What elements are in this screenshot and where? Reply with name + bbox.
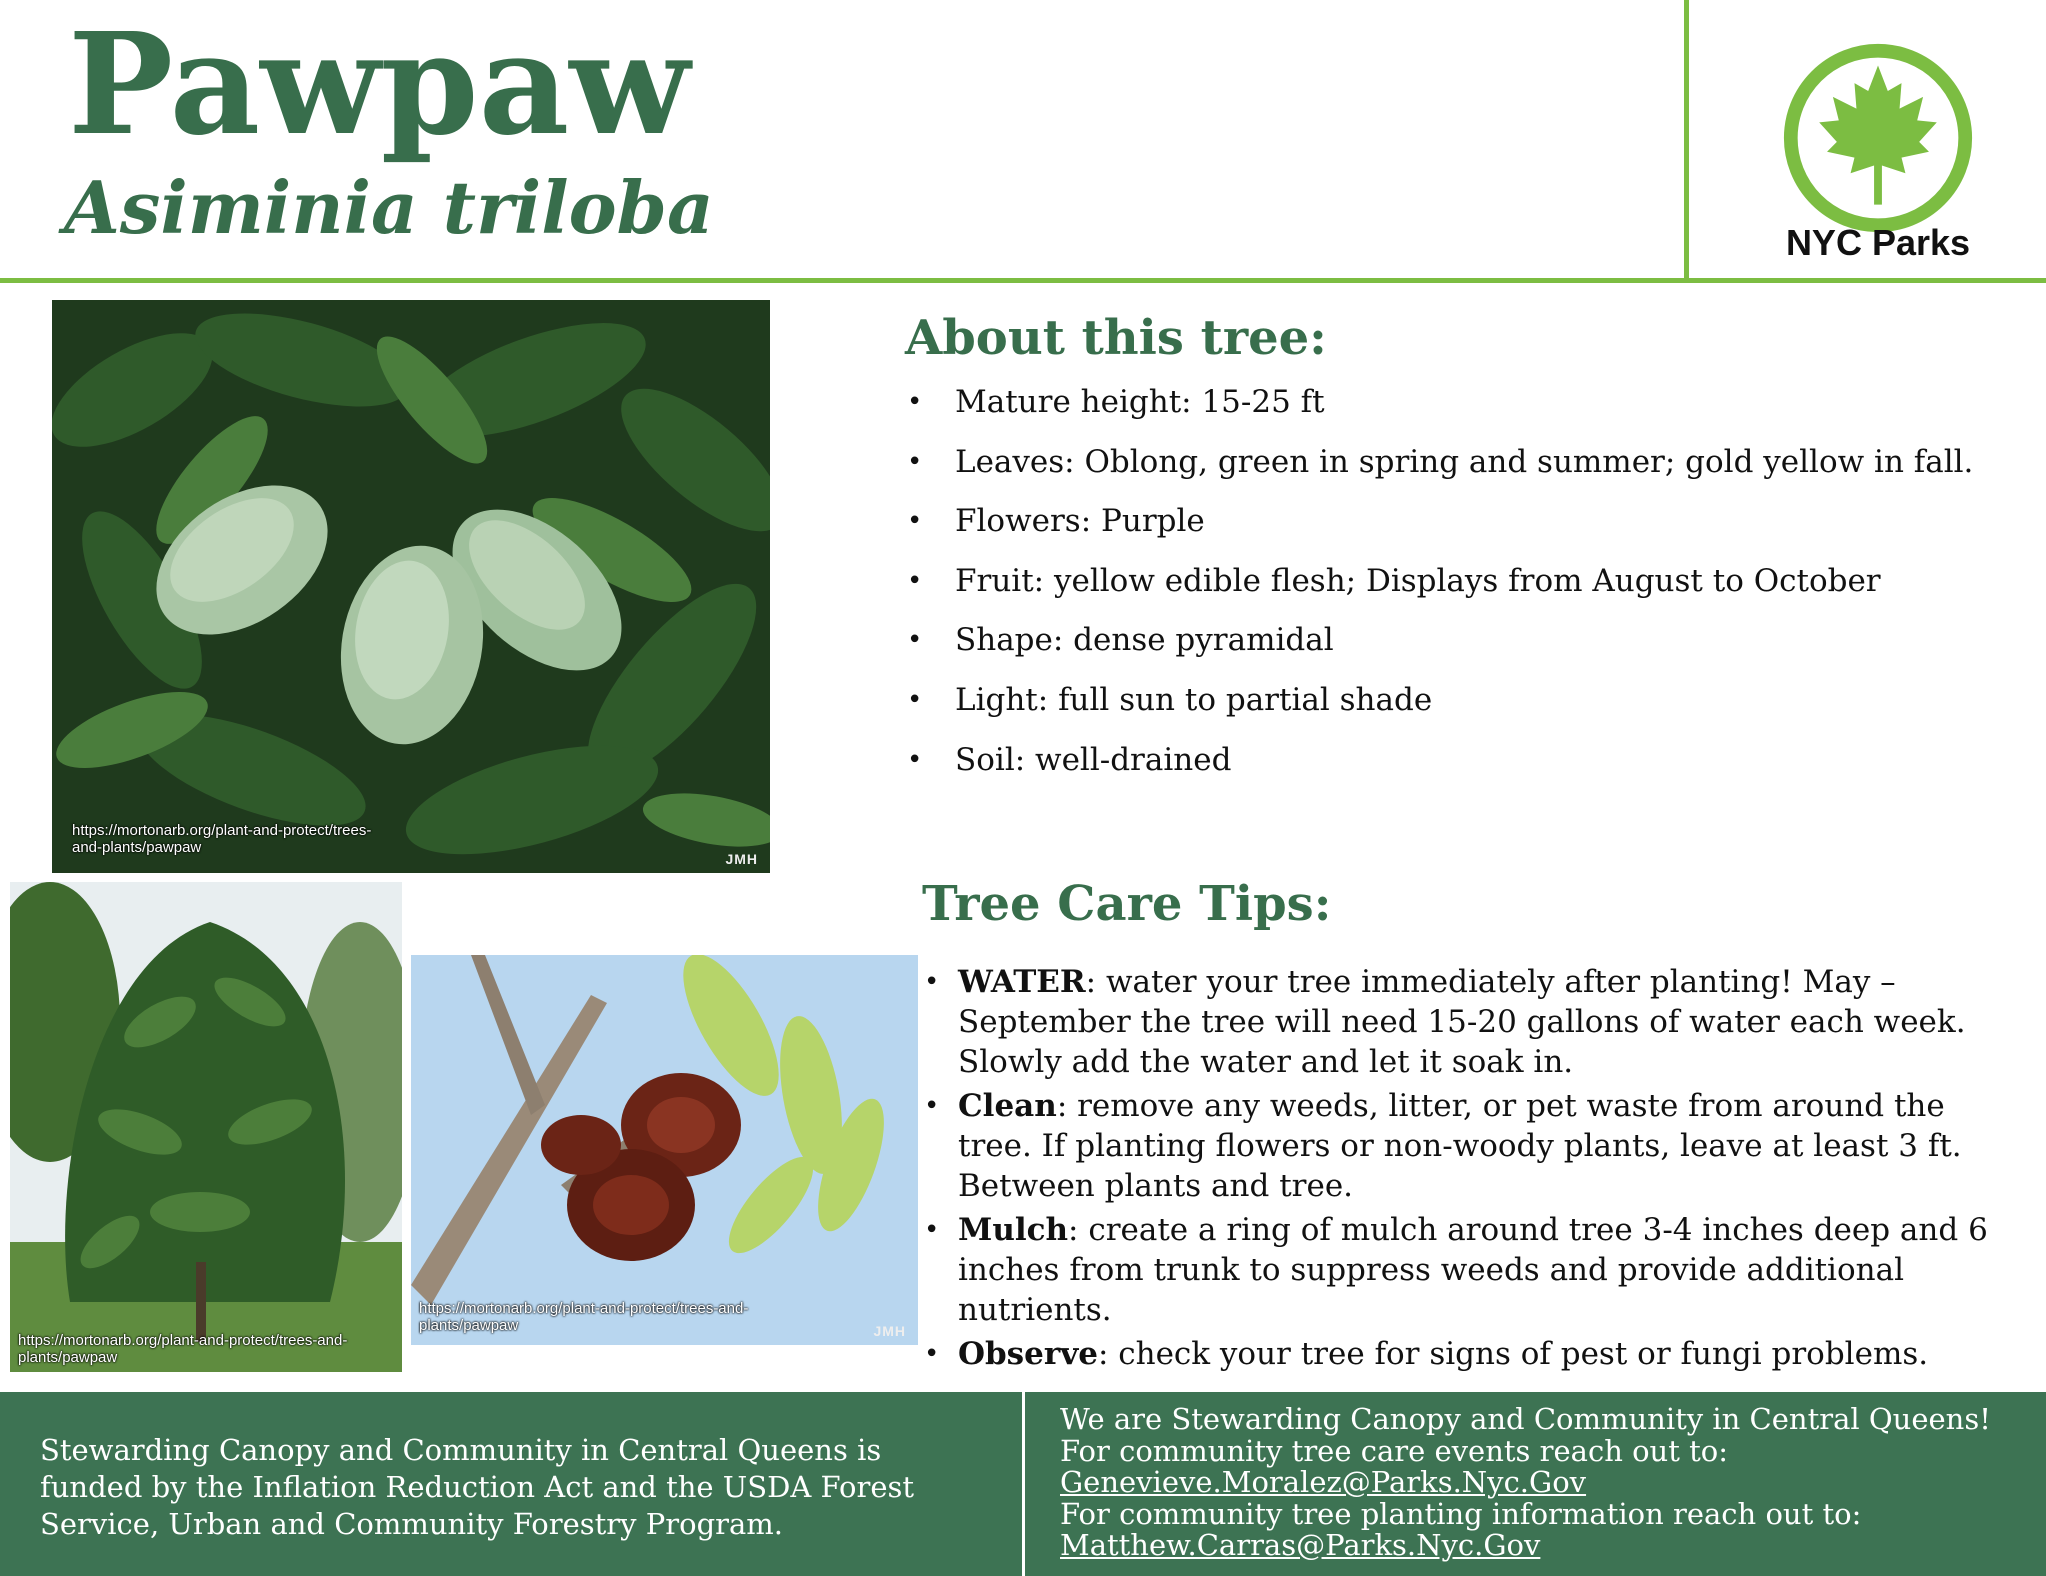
header-divider	[1684, 0, 1689, 283]
care-tip-text: : remove any weeds, litter, or pet waste from around the tree. If planting flowers or non-woody plants, leave at least 3 ft. Between plants and tree.	[958, 1088, 1962, 1204]
contact-info	[1060, 1404, 2030, 1562]
about-item: • Soil: well-drained	[905, 738, 1973, 798]
scientific-name: Asiminia triloba	[64, 165, 714, 250]
care-tip-label: Clean	[958, 1088, 1057, 1124]
care-tip-text: : check your tree for signs of pest or fungi problems.	[1097, 1336, 1929, 1372]
about-item: • Leaves: Oblong, green in spring and summer; gold yellow in fall.	[905, 440, 1973, 500]
tree-photo-credit: https://mortonarb.org/plant-and-protect/trees-and-plants/pawpaw	[18, 1332, 348, 1366]
fruit-image	[52, 300, 770, 873]
flower-photo-credit: https://mortonarb.org/plant-and-protect/trees-and-plants/pawpaw	[419, 1300, 749, 1334]
tree-image	[10, 882, 402, 1372]
page-title: Pawpaw	[68, 3, 690, 167]
pawpaw-fruit-photo	[52, 300, 770, 873]
care-tip-water	[922, 962, 2002, 1082]
care-tips-heading: Tree Care Tips:	[922, 876, 1332, 932]
care-tip-clean	[922, 1086, 2002, 1206]
care-tip-mulch	[922, 1210, 2002, 1330]
fruit-photo-watermark: JMH	[725, 851, 758, 867]
about-item: • Mature height: 15-25 ft	[905, 380, 1973, 440]
flower-image	[411, 955, 918, 1345]
planting-info-label: For community tree planting information reach out to:	[1060, 1496, 1862, 1531]
pawpaw-tree-photo	[10, 882, 402, 1372]
logo-text: NYC Parks	[1785, 222, 1971, 263]
care-tip-label: WATER	[958, 964, 1086, 1000]
care-tip-text: : create a ring of mulch around tree 3-4 inches deep and 6 inches from trunk to suppress weeds and provide additional nutrients.	[958, 1212, 1988, 1328]
nyc-parks-logo	[1780, 40, 1976, 236]
about-item: • Shape: dense pyramidal	[905, 618, 1973, 678]
pawpaw-flower-photo	[411, 955, 918, 1345]
care-tip-label: Mulch	[958, 1212, 1069, 1248]
care-tip-label: Observe	[958, 1336, 1098, 1372]
care-events-label: For community tree care events reach out to:	[1060, 1433, 1728, 1468]
email-link-matthew[interactable]: Matthew.Carras@Parks.Nyc.Gov	[1060, 1528, 1541, 1562]
care-tip-observe	[922, 1334, 2002, 1374]
about-item: • Fruit: yellow edible flesh; Displays from August to October	[905, 559, 1973, 619]
footer-divider	[1022, 1392, 1025, 1576]
contact-intro: We are Stewarding Canopy and Community in Central Queens!	[1060, 1402, 1991, 1436]
about-heading: About this tree:	[905, 310, 1327, 366]
care-tip-text: : water your tree immediately after planting! May – September the tree will need 15-20 gallons of water each week. Slowly add the water and let it soak in.	[958, 964, 1966, 1080]
about-list	[905, 380, 1973, 797]
funding-statement: Stewarding Canopy and Community in Central Queens is funded by the Inflation Reduction Act and the USDA Forest Service, Urban and Community Forestry Program.	[40, 1433, 915, 1541]
header-rule	[0, 278, 2046, 283]
about-item: • Flowers: Purple	[905, 499, 1973, 559]
about-item: • Light: full sun to partial shade	[905, 678, 1973, 738]
flower-photo-watermark: JMH	[873, 1323, 906, 1339]
email-link-genevieve[interactable]: Genevieve.Moralez@Parks.Nyc.Gov	[1060, 1465, 1587, 1499]
care-tips-list	[922, 962, 2002, 1378]
fruit-photo-credit: https://mortonarb.org/plant-and-protect/trees-and-plants/pawpaw	[72, 822, 372, 856]
